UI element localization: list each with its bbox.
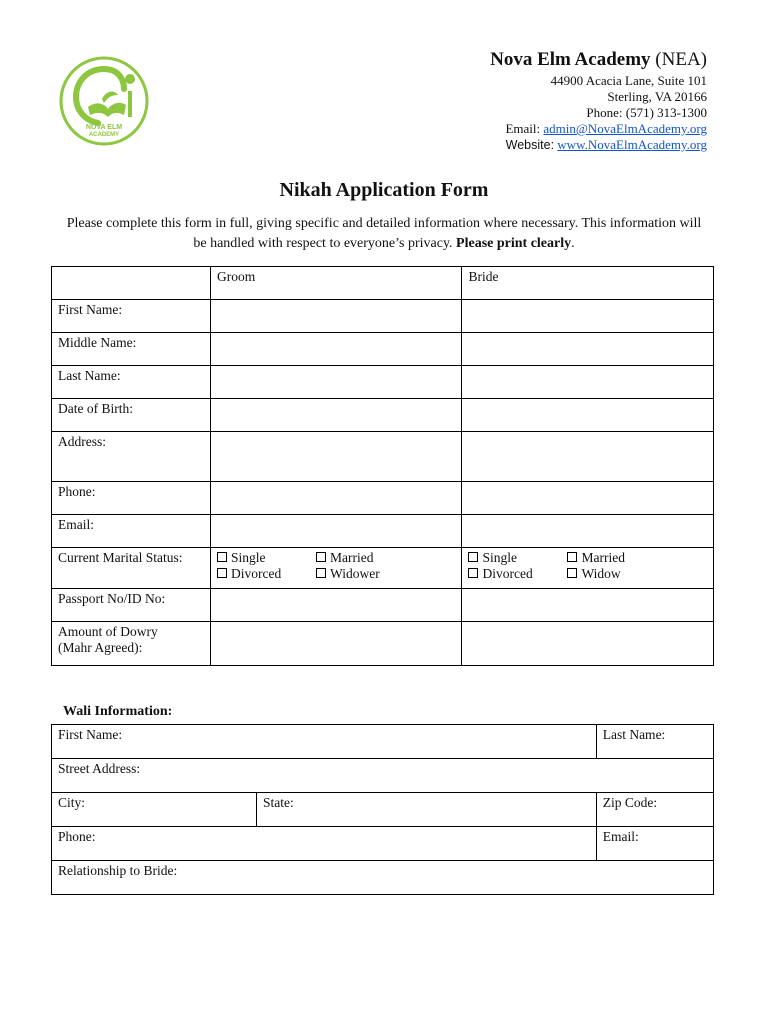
checkbox-icon [316,568,326,578]
table-row [52,515,714,548]
table-row [52,366,714,399]
org-website-label: Website: [505,138,555,152]
logo-text-bottom: ACADEMY [88,132,120,138]
phone-label: Phone: [52,482,211,515]
bride-email-field[interactable] [462,515,714,548]
table-row [52,589,714,622]
table-row [52,759,714,793]
bride-marital-status [462,548,714,589]
groom-married-checkbox[interactable]: Married [316,550,415,566]
bride-middle-name-field[interactable] [462,333,714,366]
groom-column-header: Groom [211,267,462,300]
address-label: Address: [52,432,211,482]
groom-first-name-field[interactable] [211,300,462,333]
wali-email-field[interactable]: Email: [596,827,713,861]
wali-street-address-field[interactable]: Street Address: [52,759,714,793]
bride-dob-field[interactable] [462,399,714,432]
bride-address-field[interactable] [462,432,714,482]
groom-phone-field[interactable] [211,482,462,515]
groom-single-checkbox[interactable]: Single [217,550,316,566]
org-email-link[interactable]: admin@NovaElmAcademy.org [543,121,707,136]
checkbox-icon [217,552,227,562]
table-row [52,861,714,895]
org-website-link[interactable]: www.NovaElmAcademy.org [557,137,707,152]
date-of-birth-label: Date of Birth: [52,399,211,432]
table-row [52,482,714,515]
wali-table [51,724,714,895]
org-address-line-2: Sterling, VA 20166 [607,89,707,104]
wali-first-name-field[interactable]: First Name: [52,725,597,759]
bride-divorced-checkbox[interactable]: Divorced [468,566,567,582]
table-row [52,793,714,827]
wali-phone-field[interactable]: Phone: [52,827,597,861]
groom-widower-checkbox[interactable]: Widower [316,566,415,582]
wali-last-name-field[interactable]: Last Name: [596,725,713,759]
checkbox-icon [468,552,478,562]
bride-single-checkbox[interactable]: Single [468,550,567,566]
intro-bold-text: Please print clearly [456,236,572,251]
groom-dob-field[interactable] [211,399,462,432]
org-abbr: (NEA) [655,49,707,70]
marital-status-label: Current Marital Status: [52,548,211,589]
groom-dowry-field[interactable] [211,622,462,666]
org-phone: Phone: (571) 313-1300 [586,105,707,120]
logo-text-top: NOVA ELM [85,124,123,131]
org-name: Nova Elm Academy [490,49,651,70]
table-row [52,432,714,482]
groom-email-field[interactable] [211,515,462,548]
bride-column-header: Bride [462,267,714,300]
intro-text: Please complete this form in full, giving specific and detailed information where necessary. This information will be handled with respect to everyone’s privacy. [66,216,702,251]
checkbox-icon [567,568,577,578]
wali-section-title: Wali Information: [63,704,173,719]
table-header-row [52,267,714,300]
checkbox-icon [217,568,227,578]
form-instructions: Please complete this form in full, giving specific and detailed information where necessary. This information will be handled with respect to everyone’s privacy. Please print clearly. [66,216,702,251]
organization-header [490,47,707,153]
groom-passport-field[interactable] [211,589,462,622]
table-row [52,548,714,589]
groom-last-name-field[interactable] [211,366,462,399]
bride-married-checkbox[interactable]: Married [567,550,666,566]
groom-divorced-checkbox[interactable]: Divorced [217,566,316,582]
form-title: Nikah Application Form [279,179,489,201]
checkbox-icon [468,568,478,578]
bride-phone-field[interactable] [462,482,714,515]
org-email-label: Email: [505,121,541,136]
groom-marital-status [211,548,462,589]
table-row [52,622,714,666]
academy-logo [58,55,150,147]
org-address-line-1: 44900 Acacia Lane, Suite 101 [550,73,707,88]
bride-widow-checkbox[interactable]: Widow [567,566,666,582]
passport-label: Passport No/ID No: [52,589,211,622]
groom-address-field[interactable] [211,432,462,482]
middle-name-label: Middle Name: [52,333,211,366]
table-row [52,399,714,432]
table-row [52,725,714,759]
table-row [52,300,714,333]
wali-zip-field[interactable]: Zip Code: [596,793,713,827]
bride-passport-field[interactable] [462,589,714,622]
applicant-table [51,266,714,666]
groom-middle-name-field[interactable] [211,333,462,366]
bride-first-name-field[interactable] [462,300,714,333]
email-label: Email: [52,515,211,548]
bride-last-name-field[interactable] [462,366,714,399]
first-name-label: First Name: [52,300,211,333]
bride-dowry-field[interactable] [462,622,714,666]
wali-state-field[interactable]: State: [257,793,597,827]
checkbox-icon [316,552,326,562]
last-name-label: Last Name: [52,366,211,399]
wali-city-field[interactable]: City: [52,793,257,827]
header-empty-cell [52,267,211,300]
wali-relationship-field[interactable]: Relationship to Bride: [52,861,714,895]
table-row [52,827,714,861]
table-row [52,333,714,366]
checkbox-icon [567,552,577,562]
dowry-label: Amount of Dowry (Mahr Agreed): [52,622,211,666]
